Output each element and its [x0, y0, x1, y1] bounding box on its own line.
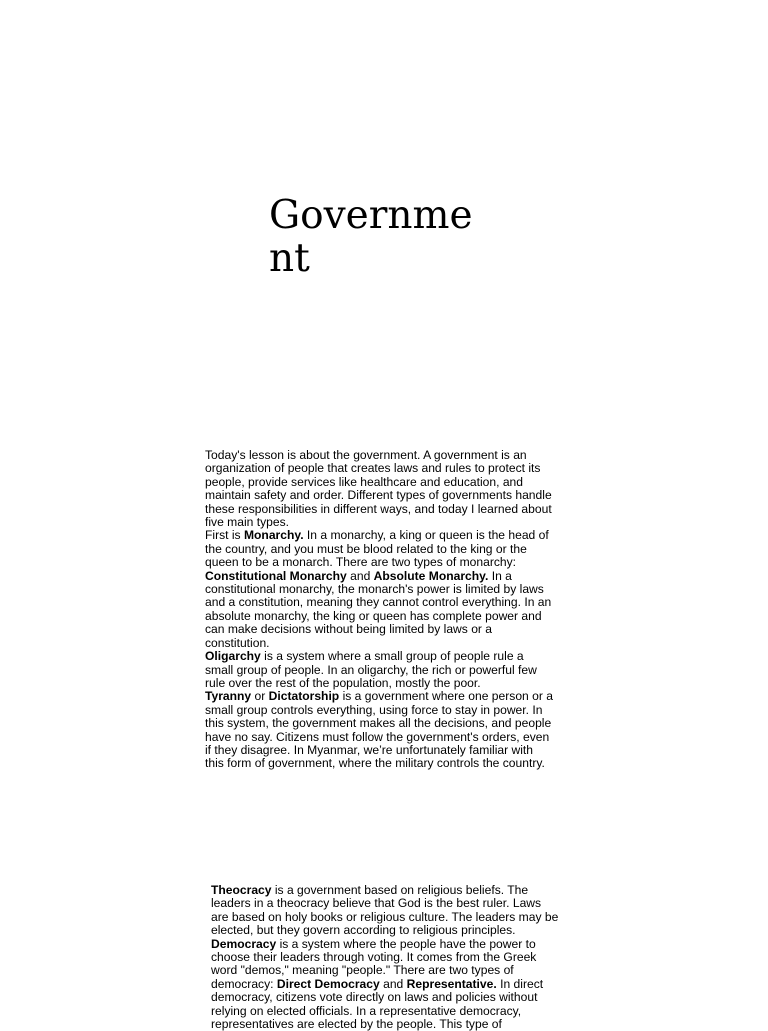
theocracy-text: is a government based on religious beliefs. The leaders in a theocracy believe that God is the best ruler. Laws are based on holy books or religious culture. The leaders may be elected, but they govern according to religious principles. [211, 883, 559, 938]
democracy-term: Democracy [211, 936, 277, 951]
monarchy-types-paragraph [205, 570, 553, 650]
oligarchy-text: is a system where a small group of people rule a small group of people. In an oligarchy, the rich or powerful few rule over the rest of the population, mostly the poor. [205, 649, 537, 690]
representative-term: Representative. [406, 976, 497, 991]
direct-democracy-term: Direct Democracy [276, 976, 380, 991]
democracy-text: is a system where the people have the power to choose their leaders through voting. It comes from the Greek word "demos," meaning "people." There are two types of democracy: [211, 936, 537, 991]
monarchy-types-text: In a constitutional monarchy, the monarch's power is limited by laws and a constitution, meaning they cannot control everything. In an absolute monarchy, the king or queen has complete power and can make decisions without being limited by laws or a constitution. [205, 568, 552, 650]
text-block-1 [205, 449, 553, 771]
democracy-text-2: In direct democracy, citizens vote directly on laws and policies without relying on elected officials. In a representative democracy, representatives are elected by the people. This type of [211, 976, 544, 1031]
theocracy-term: Theocracy [211, 883, 272, 897]
text-block-2 [211, 884, 559, 1031]
monarchy-paragraph [205, 529, 553, 569]
document-title: Government [269, 193, 473, 281]
tyranny-text: is a government where one person or a small group controls everything, using force to stay in power. In this system, the government makes all the decisions, and people have no say. Citizens must follow the government's orders, even if they disagree. In Myanmar, we’re unfortunately familiar with this form of government, where the military controls the country. [205, 689, 553, 771]
theocracy-paragraph [211, 884, 559, 938]
monarchy-term: Monarchy. [243, 528, 304, 543]
oligarchy-term: Oligarchy [205, 649, 261, 664]
conjunction: or [251, 689, 269, 704]
oligarchy-paragraph [205, 650, 553, 690]
absolute-monarchy-term: Absolute Monarchy. [373, 568, 489, 583]
dictatorship-term: Dictatorship [268, 689, 340, 704]
tyranny-paragraph [205, 690, 553, 770]
monarchy-text: In a monarchy, a king or queen is the head of the country, and you must be blood related to the king or the queen to be a monarch. There are two types of monarchy: [205, 528, 549, 570]
conjunction: and [346, 568, 374, 583]
conjunction: and [379, 976, 407, 991]
intro-paragraph: Today's lesson is about the government. A government is an organization of people that creates laws and rules to protect its people, provide services like healthcare and education, and maintain safety and order. Different types of governments handle these responsibilities in different ways, and today I learned about five main types. [205, 448, 552, 530]
constitutional-monarchy-term: Constitutional Monarchy [205, 568, 347, 583]
tyranny-term: Tyranny [205, 689, 252, 704]
democracy-paragraph [211, 938, 559, 1031]
monarchy-lead: First is [205, 528, 244, 543]
